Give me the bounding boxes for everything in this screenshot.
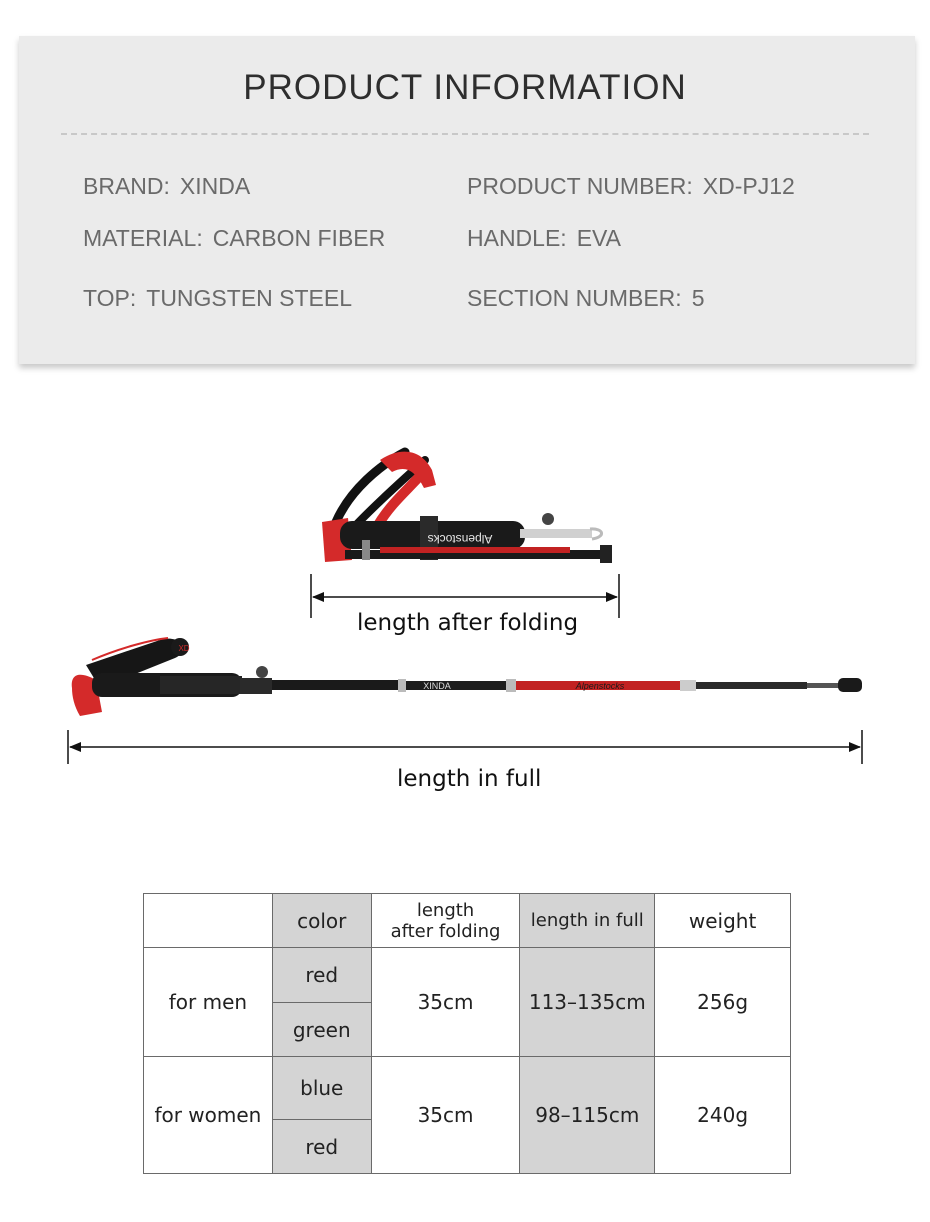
header-weight: weight <box>655 894 791 948</box>
spec-value: XD-PJ12 <box>702 173 795 199</box>
spec-value: CARBON FIBER <box>212 225 386 251</box>
spec-label: BRAND: <box>83 173 170 199</box>
full-length-cell: 98–115cm <box>520 1057 655 1174</box>
group-cell-men: for men <box>144 948 273 1057</box>
table-header-row <box>144 894 791 948</box>
color-cell: green <box>272 1003 371 1057</box>
folded-length-label: length after folding <box>357 610 579 636</box>
header-empty-cell <box>144 894 273 948</box>
weight-cell: 240g <box>655 1057 791 1174</box>
spec-value: XINDA <box>179 173 251 199</box>
spec-label: TOP: <box>83 285 137 311</box>
color-cell: blue <box>272 1057 371 1120</box>
header-length-after-folding <box>371 894 520 948</box>
header-length-line2: after folding <box>390 920 501 942</box>
full-pole <box>72 638 862 716</box>
spec-label: PRODUCT NUMBER: <box>467 173 693 199</box>
header-length-in-full: length in full <box>520 894 655 948</box>
table-row <box>144 948 791 1003</box>
folding-cell: 35cm <box>371 1057 520 1174</box>
spec-label: HANDLE: <box>467 225 567 251</box>
spec-value: 5 <box>691 285 705 311</box>
specification-table <box>143 893 791 1174</box>
folded-pole-brand-text: Alpenstocks <box>427 532 493 546</box>
folding-cell: 35cm <box>371 948 520 1057</box>
weight-cell: 256g <box>655 948 791 1057</box>
spec-value: TUNGSTEN STEEL <box>146 285 353 311</box>
header-color: color <box>272 894 371 948</box>
spec-label: SECTION NUMBER: <box>467 285 682 311</box>
color-cell: red <box>272 1120 371 1174</box>
full-length-cell: 113–135cm <box>520 948 655 1057</box>
table-row <box>144 1057 791 1120</box>
product-info-title: PRODUCT INFORMATION <box>243 68 687 107</box>
color-cell: red <box>272 948 371 1003</box>
strap-logo-text: XD <box>178 644 190 653</box>
spec-label: MATERIAL: <box>83 225 203 251</box>
full-pole-brand-text: XINDA <box>423 681 451 691</box>
group-cell-women: for women <box>144 1057 273 1174</box>
spec-value: EVA <box>576 225 622 251</box>
full-pole-model-text: Alpenstocks <box>575 681 625 691</box>
full-length-label: length in full <box>397 766 542 792</box>
header-length-line1: length <box>416 899 475 921</box>
